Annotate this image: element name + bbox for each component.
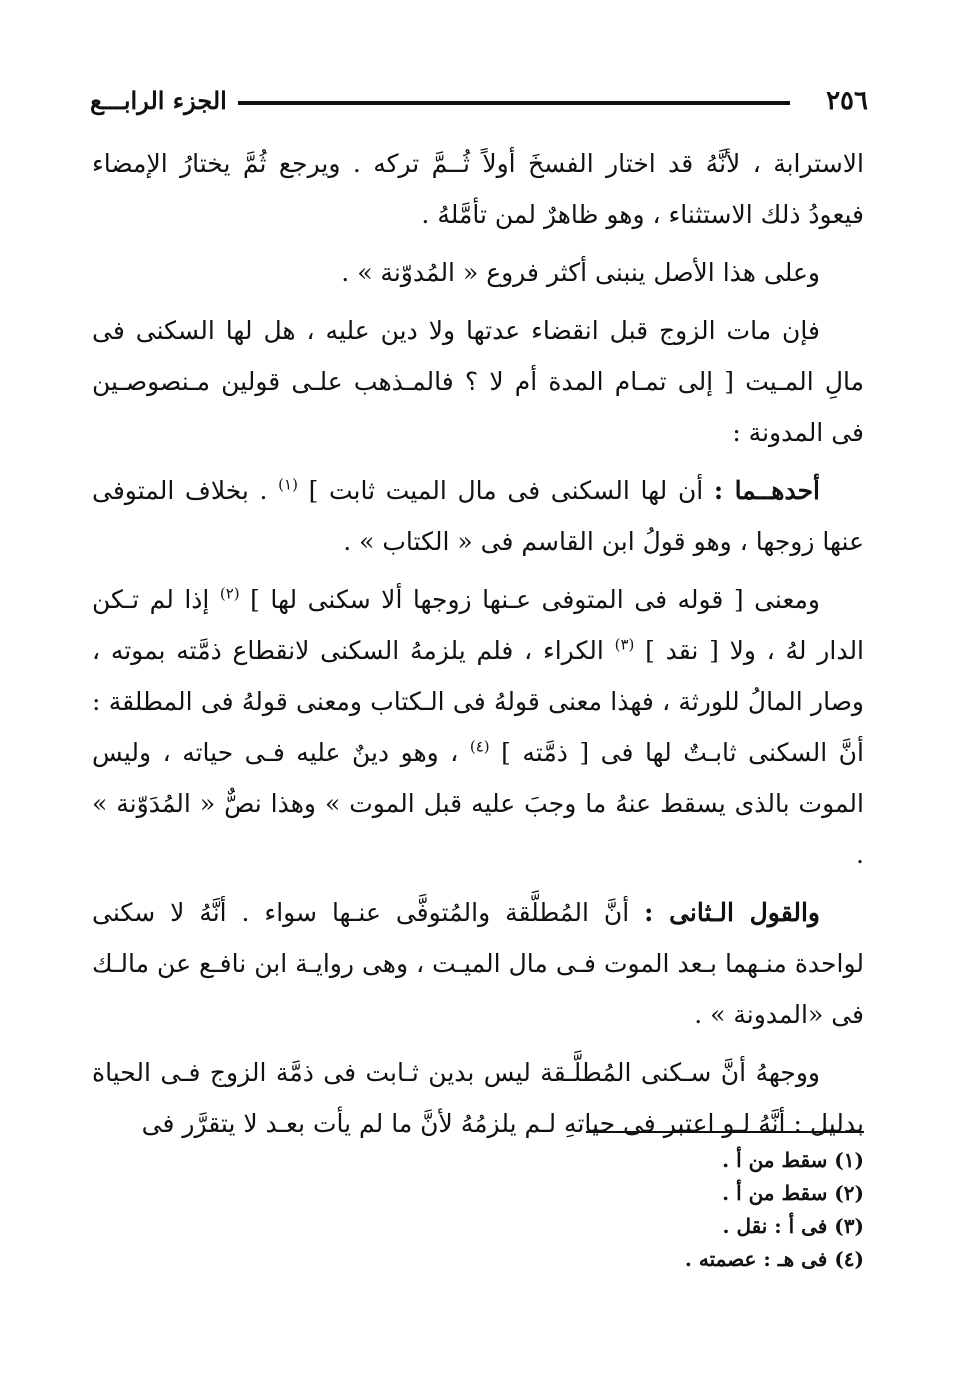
footnote-ref-4: (٤) xyxy=(469,737,490,756)
page-header xyxy=(90,84,868,124)
footnote-3: (٣) فى أ : نقل . xyxy=(722,1214,864,1238)
page-number: ٢٥٦ xyxy=(826,86,868,116)
footnote-rule xyxy=(586,1131,864,1133)
paragraph-question: فإن مات الزوج قبل انقضاء عدتها ولا دين عليه ، هل لها السكنى فى مالِ المـيت [ إلى تمـام المدة أم لا ؟ فالمـذهب علـى قولين مـنصوصـين فى المدونة : xyxy=(92,316,864,447)
paragraph-second-opinion xyxy=(92,887,864,1040)
footnote-4: (٤) فى هـ : عصمته . xyxy=(684,1247,864,1271)
paragraph-meaning xyxy=(92,574,864,880)
footnotes xyxy=(364,1144,864,1276)
header-rule xyxy=(238,101,790,105)
second-opinion-text: أنَّ المُطلَّقة والمُتوفَّى عنـها سواء . أنَّهُ لا سكنى لواحدة منـهما بـعد الموت فـى مال الميـت ، وهى روايـة ابن نافـع عن مالـك فى «المدونة » . xyxy=(92,898,864,1029)
footnote-ref-3: (٣) xyxy=(614,635,635,654)
footnote-1: (١) سقط من أ . xyxy=(722,1148,864,1172)
meaning-text-d: ، وهو دينٌ عليه فـى حياته ، وليس الموت بالذى يسقط عنهُ ما وجبَ عليه قبل الموت » وهذا نصٌّ « المُدَوّنة » . xyxy=(92,738,864,869)
main-text xyxy=(92,138,864,1156)
second-opinion-lead: والقول الـثانى : xyxy=(644,898,820,927)
footnote-ref-2: (٢) xyxy=(219,584,240,603)
footnote-ref-1: (١) xyxy=(278,475,298,494)
running-head: الجزء الرابـــع xyxy=(90,86,227,115)
paragraph-first-opinion xyxy=(92,465,864,567)
first-opinion-lead: أحدهــما : xyxy=(713,476,820,505)
meaning-text-a: ومعنى [ قوله فى المتوفى عـنها زوجها ألا سكنى لها ] xyxy=(250,585,820,614)
paragraph-justification: ووجههُ أنَّ سـكنى المُطلَّـقة ليس بدين ثـابت فى ذمَّة الزوج فـى الحياة بدليل : أنَّهُ لـو اعتبر فى حياتهِ لـم يلزمُهُ لأنَّ ما لم يأت بعـد لا يتقرَّر فى xyxy=(92,1058,864,1138)
paragraph-principle: وعلى هذا الأصل ينبنى أكثر فروع « المُدوّنة » . xyxy=(341,258,820,287)
first-opinion-text-b: . بخلاف المتوفى عنها زوجها ، وهو قولُ ابن القاسم فى « الكتاب » . xyxy=(92,476,864,556)
meaning-text-b: إذا لم تـكن الدار لهُ ، ولا [ نقد ] xyxy=(92,585,865,665)
first-opinion-text-a: أن لها السكنى فى مال الميت ثابت ] xyxy=(308,476,704,505)
paragraph-continuation: الاسترابة ، لأنَّهُ قد اختار الفسخَ أولاً ثُــمَّ تركه . ويرجع ثُمَّ يختارُ الإمضاء فيعودُ ذلك الاستثناء ، وهو ظاهرٌ لمن تأمَّلهُ . xyxy=(92,149,864,229)
footnote-2: (٢) سقط من أ . xyxy=(722,1181,864,1205)
meaning-text-c: الكراء ، فلم يلزمهُ السكنى لانقطاع ذمَّته بموته ، وصار المالُ للورثة ، فهذا معنى قولهُ فى الـكتاب ومعنى قولهُ فى المطلقة : أنَّ السكنى ثابـتٌ لها فى [ ذمَّته ] xyxy=(92,636,864,767)
